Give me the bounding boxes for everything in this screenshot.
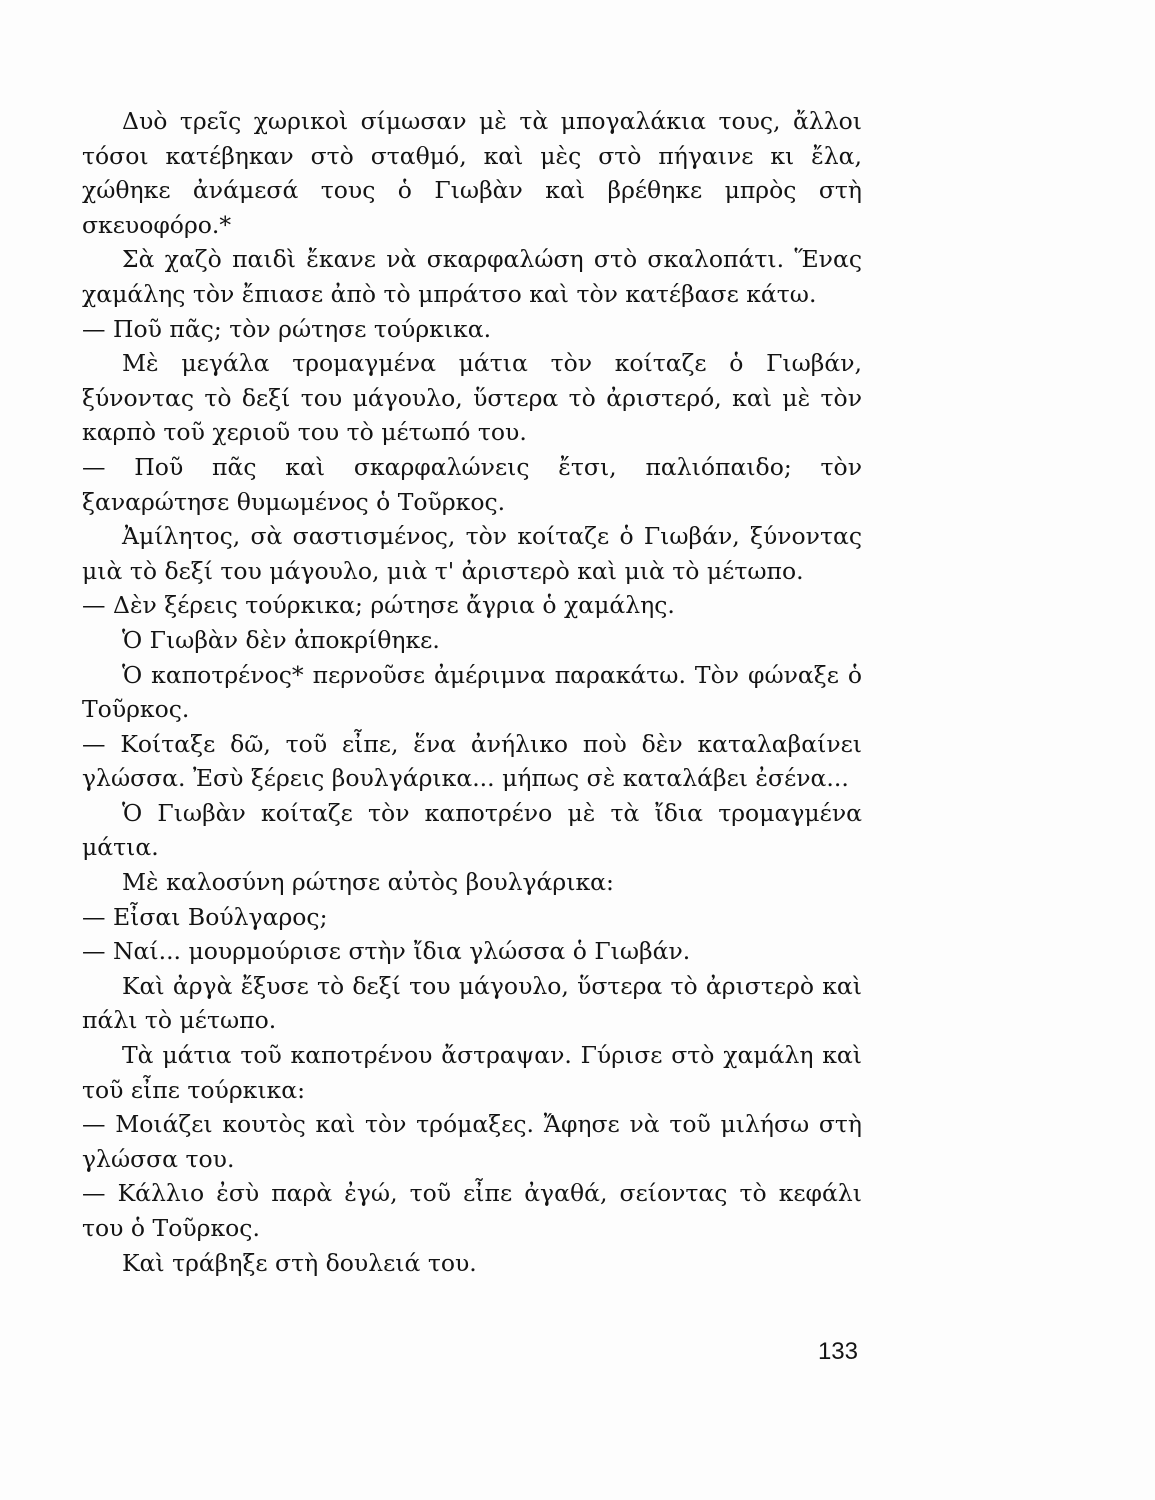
paragraph: Τὰ μάτια τοῦ καποτρένου ἄστραψαν. Γύρισε στὸ χαμάλη καὶ τοῦ εἶπε τούρκικα: (82, 1041, 862, 1104)
dialogue-line: — Εἶσαι Βούλγαρος; (82, 902, 328, 931)
paragraph: Καὶ ἀργὰ ἔξυσε τὸ δεξί του μάγουλο, ὕστερα τὸ ἀριστερὸ καὶ πάλι τὸ μέτωπο. (82, 971, 862, 1035)
dialogue-line: — Κάλλιο ἐσὺ παρὰ ἐγώ, τοῦ εἶπε ἀγαθά, σείοντας τὸ κεφάλι του ὁ Τοῦρκος. (82, 1179, 862, 1242)
paragraph: Ὁ καποτρένος* περνοῦσε ἀμέριμνα παρακάτω. Τὸν φώναξε ὁ Τοῦρκος. (82, 660, 862, 724)
dialogue-line: — Ναί... μουρμούρισε στὴν ἴδια γλώσσα ὁ Γιωβάν. (82, 937, 691, 966)
paragraph: Καὶ τράβηξε στὴ δουλειά του. (122, 1248, 477, 1277)
paragraph: Μὲ καλοσύνη ρώτησε αὐτὸς βουλγάρικα: (122, 868, 614, 897)
paragraph: Ἀμίλητος, σὰ σαστισμένος, τὸν κοίταζε ὁ Γιωβάν, ξύνοντας μιὰ τὸ δεξί του μάγουλο, μιὰ τ' ἀριστερὸ καὶ μιὰ τὸ μέτωπο. (82, 522, 862, 585)
dialogue-line: — Ποῦ πᾶς καὶ σκαρφαλώνεις ἔτσι, παλιόπαιδο; τὸν ξαναρώτησε θυμωμένος ὁ Τοῦρκος. (82, 452, 862, 516)
paragraph: Ὁ Γιωβὰν κοίταζε τὸν καποτρένο μὲ τὰ ἴδια τρομαγμένα μάτια. (82, 798, 862, 862)
dialogue-line: — Ποῦ πᾶς; τὸν ρώτησε τούρκικα. (82, 314, 492, 343)
page-number: 133 (817, 1338, 858, 1365)
dialogue-line: — Κοίταξε δῶ, τοῦ εἶπε, ἕνα ἀνήλικο ποὺ δὲν καταλαβαίνει γλώσσα. Ἐσὺ ξέρεις βουλγάρικα... μήπως σὲ καταλάβει ἐσένα... (82, 729, 862, 793)
paragraph: Μὲ μεγάλα τρομαγμένα μάτια τὸν κοίταζε ὁ Γιωβάν, ξύνοντας τὸ δεξί του μάγουλο, ὕστερα τὸ ἀριστερό, καὶ μὲ τὸν καρπὸ τοῦ χεριοῦ του τὸ μέτωπό του. (82, 349, 862, 447)
paragraph: Δυὸ τρεῖς χωρικοὶ σίμωσαν μὲ τὰ μπογαλάκια τους, ἄλλοι τόσοι κατέβηκαν στὸ σταθμό, καὶ μὲς στὸ πήγαινε κι ἔλα, χώθηκε ἀνάμεσά τους ὁ Γιωβὰν καὶ βρέθηκε μπρὸς στὴ σκευοφόρο.* (82, 107, 862, 239)
paragraph: Σὰ χαζὸ παιδὶ ἔκανε νὰ σκαρφαλώση στὸ σκαλοπάτι. Ἕνας χαμάλης τὸν ἔπιασε ἀπὸ τὸ μπράτσο καὶ τὸν κατέβασε κάτω. (82, 245, 862, 308)
dialogue-line: — Μοιάζει κουτὸς καὶ τὸν τρόμαξες. Ἄφησε νὰ τοῦ μιλήσω στὴ γλώσσα του. (82, 1110, 862, 1173)
body-text (82, 104, 862, 1280)
dialogue-line: — Δὲν ξέρεις τούρκικα; ρώτησε ἄγρια ὁ χαμάλης. (82, 591, 675, 620)
paragraph: Ὁ Γιωβὰν δὲν ἀποκρίθηκε. (122, 625, 440, 654)
